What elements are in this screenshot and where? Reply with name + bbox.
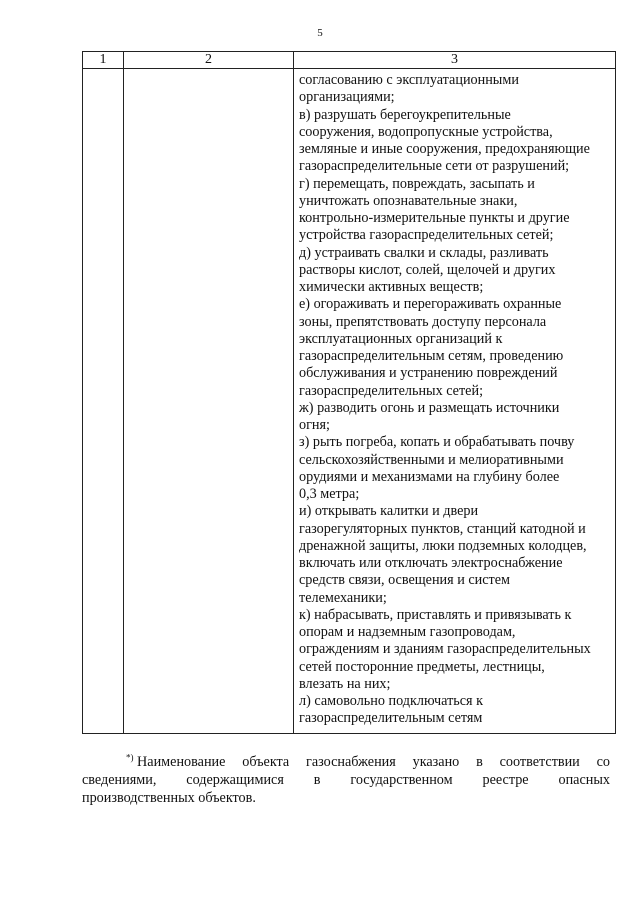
column-3-content (299, 72, 613, 728)
table-cell-text-line: средств связи, освещения и систем (299, 572, 511, 589)
table-cell-text-line: 0,3 метра; (299, 486, 360, 502)
footnote-word (126, 753, 225, 771)
table-cell-text-line: земляные и иные сооружения, предохраняющие (299, 141, 590, 157)
footnote-word-text: Наименование (137, 754, 226, 770)
table-cell-text-line: е) огораживать и перегораживать охранные (299, 296, 562, 313)
column-divider (293, 52, 294, 733)
table-cell-text-line: газораспределительным сетям, проведению (299, 348, 564, 364)
table-cell-text-line: ограждениям и зданиям газораспределительных (299, 641, 591, 658)
table-cell-text-line: сельскохозяйственными и мелиоративными (299, 451, 564, 468)
footnote-word: указано (412, 754, 460, 770)
table-cell-text-line: з) рыть погреба, копать и обрабатывать почву (299, 434, 575, 451)
footnote-word: газоснабжения (306, 754, 396, 770)
table-cell-text-line: газорегуляторных пунктов, станций катодной и (299, 520, 586, 537)
table-header-row (83, 52, 615, 69)
footnote-line-1 (82, 753, 610, 771)
footnote-word: объекта (242, 754, 290, 770)
column-header-2: 2 (205, 52, 212, 67)
footnote-word: в (313, 772, 321, 788)
table-cell-text-line: ж) разводить огонь и размещать источники (299, 399, 560, 416)
footnote-word: опасных (558, 772, 610, 788)
table-cell-text-line: газораспределительным сетям (299, 710, 483, 727)
table-cell-text-line: эксплуатационных организаций к (299, 330, 503, 347)
footnote-mark: *) (126, 752, 134, 763)
table-cell-text-line: устройства газораспределительных сетей; (299, 227, 554, 244)
table-cell-text-line: согласованию с эксплуатационными (299, 72, 519, 88)
table-cell-text-line: включать или отключать электроснабжение (299, 555, 563, 571)
table-cell-text-line: влезать на них; (299, 675, 391, 692)
table-cell-text-line: л) самовольно подключаться к (299, 693, 484, 709)
column-divider (123, 52, 124, 733)
table-cell-text-line: растворы кислот, солей, щелочей и других (299, 261, 556, 278)
footnote (82, 753, 610, 807)
column-header-1: 1 (99, 52, 107, 67)
table-cell-text-line: химически активных веществ; (299, 279, 484, 295)
footnote-word: соответствии (499, 754, 580, 770)
footnote-word: в (476, 754, 483, 770)
footnote-word: со (596, 754, 610, 770)
table-cell-text-line: контрольно-измерительные пункты и другие (299, 210, 570, 226)
table-cell-text-line: огня; (299, 417, 330, 433)
table-cell-text-line: обслуживания и устранению повреждений (299, 365, 558, 382)
footnote-line-3: производственных объектов. (82, 790, 256, 806)
footnote-word: содержащимися (186, 772, 284, 788)
table-cell-text-line: опорам и надземным газопроводам, (299, 624, 516, 640)
footnote-word: государственном (350, 772, 453, 788)
table-cell-text-line: уничтожать опознавательные знаки, (299, 192, 518, 209)
table-cell-text-line: сооружения, водопропускные устройства, (299, 123, 553, 140)
table-cell-text-line: газораспределительные сети от разрушений; (299, 158, 570, 175)
table-cell-text-line: г) перемещать, повреждать, засыпать и (299, 175, 535, 192)
column-header-3: 3 (451, 52, 458, 67)
table-cell-text-line: организациями; (299, 89, 395, 106)
table-cell-text-line: и) открывать калитки и двери (299, 503, 479, 520)
table-cell-text-line: зоны, препятствовать доступу персонала (299, 313, 547, 330)
footnote-line-2 (82, 771, 610, 789)
table-cell-text-line: к) набрасывать, приставлять и привязывать к (299, 606, 572, 623)
table-cell-text-line: газораспределительных сетей; (299, 382, 484, 399)
table-cell-text-line: сетей посторонние предметы, лестницы, (299, 658, 545, 675)
footnote-word: реестре (482, 772, 529, 788)
footnote-word: сведениями, (82, 772, 157, 788)
table-cell-text-line: орудиями и механизмами на глубину более (299, 468, 560, 485)
table-cell-text-line: дренажной защиты, люки подземных колодцев, (299, 537, 587, 554)
table-cell-text-line: д) устраивать свалки и склады, разливать (299, 244, 549, 261)
document-table (82, 51, 616, 734)
table-cell-text-line: телемеханики; (299, 589, 387, 606)
page-number: 5 (317, 27, 323, 39)
table-cell-text-line: в) разрушать берегоукрепительные (299, 106, 511, 123)
